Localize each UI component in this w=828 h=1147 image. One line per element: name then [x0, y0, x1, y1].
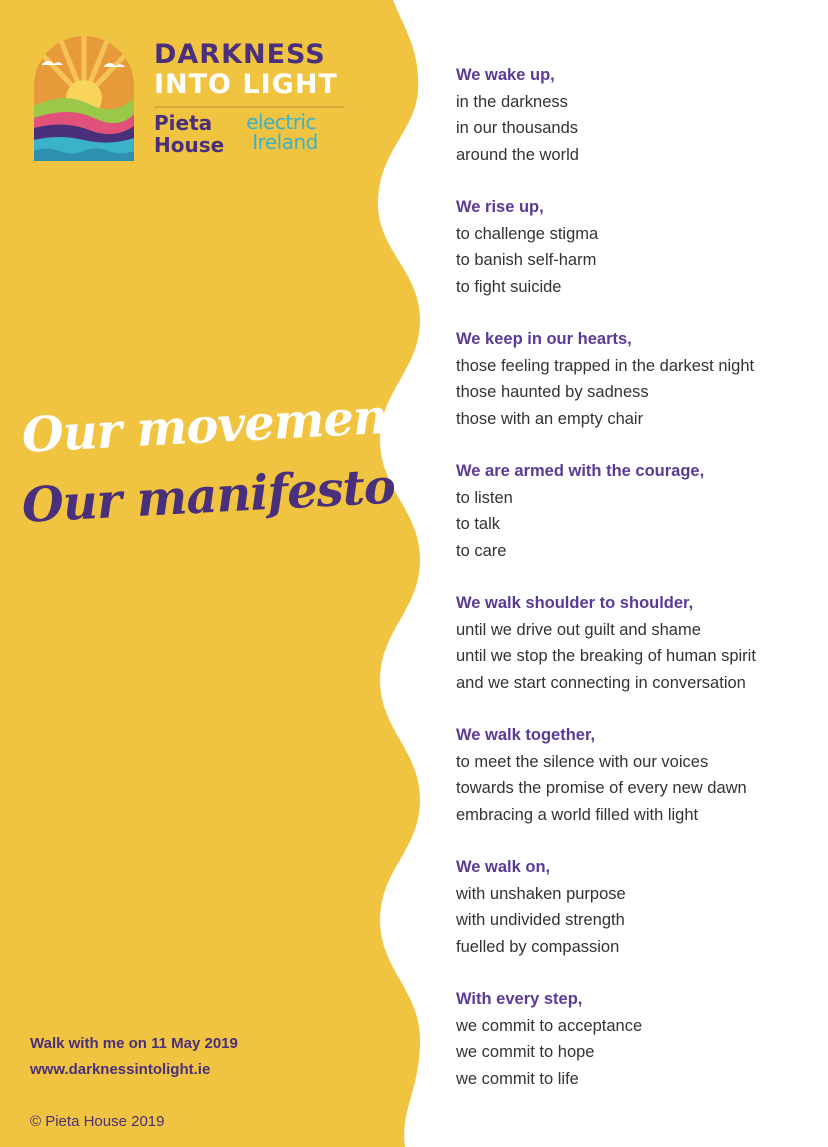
stanza-line: to talk: [456, 515, 501, 533]
stanza-heading: We walk shoulder to shoulder,: [456, 594, 694, 612]
stanza-line: embracing a world filled with light: [456, 805, 699, 824]
manifesto-stanza: [456, 62, 816, 168]
manifesto-stanza: [456, 590, 816, 696]
stanza-line: around the world: [456, 145, 579, 164]
stanza-heading: We rise up,: [456, 198, 544, 216]
stanza-line: with unshaken purpose: [456, 884, 626, 903]
logo-line-darkness: DARKNESS: [154, 39, 326, 70]
stanza-line: we commit to life: [456, 1069, 579, 1088]
stanza-line: fuelled by compassion: [456, 937, 620, 956]
stanza-line: to challenge stigma: [456, 224, 599, 243]
stanza-line: to fight suicide: [456, 277, 562, 296]
tagline-our-manifesto: Our manifesto: [20, 458, 397, 534]
stanza-heading: We are armed with the courage,: [456, 462, 705, 480]
stanza-line: to banish self-harm: [456, 251, 597, 269]
logo-word-light: LIGHT: [242, 69, 338, 100]
stanza-line: towards the promise of every new dawn: [456, 779, 747, 797]
darkness-into-light-logo: [34, 36, 354, 164]
stanza-heading: We walk together,: [456, 726, 596, 744]
logo-word-into: INTO: [154, 69, 233, 100]
walk-date-text: Walk with me on 11 May 2019: [30, 1035, 238, 1052]
logo-divider: [154, 106, 344, 108]
manifesto-stanza: [456, 194, 816, 300]
stanza-line: to meet the silence with our voices: [456, 752, 709, 771]
manifesto-stanza: [456, 854, 816, 960]
stanza-line: until we stop the breaking of human spirit: [456, 647, 756, 665]
manifesto-stanza: [456, 722, 816, 828]
stanza-line: we commit to acceptance: [456, 1016, 643, 1035]
stanza-line: and we start connecting in conversation: [456, 673, 746, 692]
manifesto-stanza: [456, 458, 816, 564]
stanza-heading: We walk on,: [456, 858, 551, 876]
stanza-line: to listen: [456, 488, 513, 507]
stanza-line: in our thousands: [456, 119, 579, 137]
stanza-heading: With every step,: [456, 990, 583, 1008]
tagline-our-movement: Our movement: [20, 387, 410, 464]
stanza-line: with undivided strength: [456, 911, 625, 929]
stanza-line: in the darkness: [456, 92, 568, 111]
electric-word: electric: [246, 110, 316, 134]
electric-ireland-logo: [246, 112, 318, 156]
house-word: House: [154, 133, 225, 157]
pieta-house-logo: [154, 112, 224, 156]
website-link[interactable]: www.darknessintolight.ie: [30, 1061, 211, 1078]
logo-line-into-light: [154, 70, 354, 100]
manifesto-stanza: [456, 986, 816, 1092]
pieta-word: Pieta: [154, 111, 213, 135]
stanza-heading: We keep in our hearts,: [456, 330, 632, 348]
stanza-line: we commit to hope: [456, 1043, 595, 1061]
stanza-line: those with an empty chair: [456, 409, 644, 428]
stanza-line: until we drive out guilt and shame: [456, 620, 701, 639]
sunrise-landscape-icon: [34, 36, 134, 161]
stanza-line: those haunted by sadness: [456, 383, 649, 401]
stanza-heading: We wake up,: [456, 66, 555, 84]
manifesto-stanza: [456, 326, 816, 432]
copyright-text: © Pieta House 2019: [30, 1113, 165, 1130]
stanza-line: to care: [456, 541, 507, 560]
ireland-word: Ireland: [252, 130, 318, 154]
manifesto-text: [456, 62, 816, 1118]
stanza-line: those feeling trapped in the darkest night: [456, 356, 755, 375]
